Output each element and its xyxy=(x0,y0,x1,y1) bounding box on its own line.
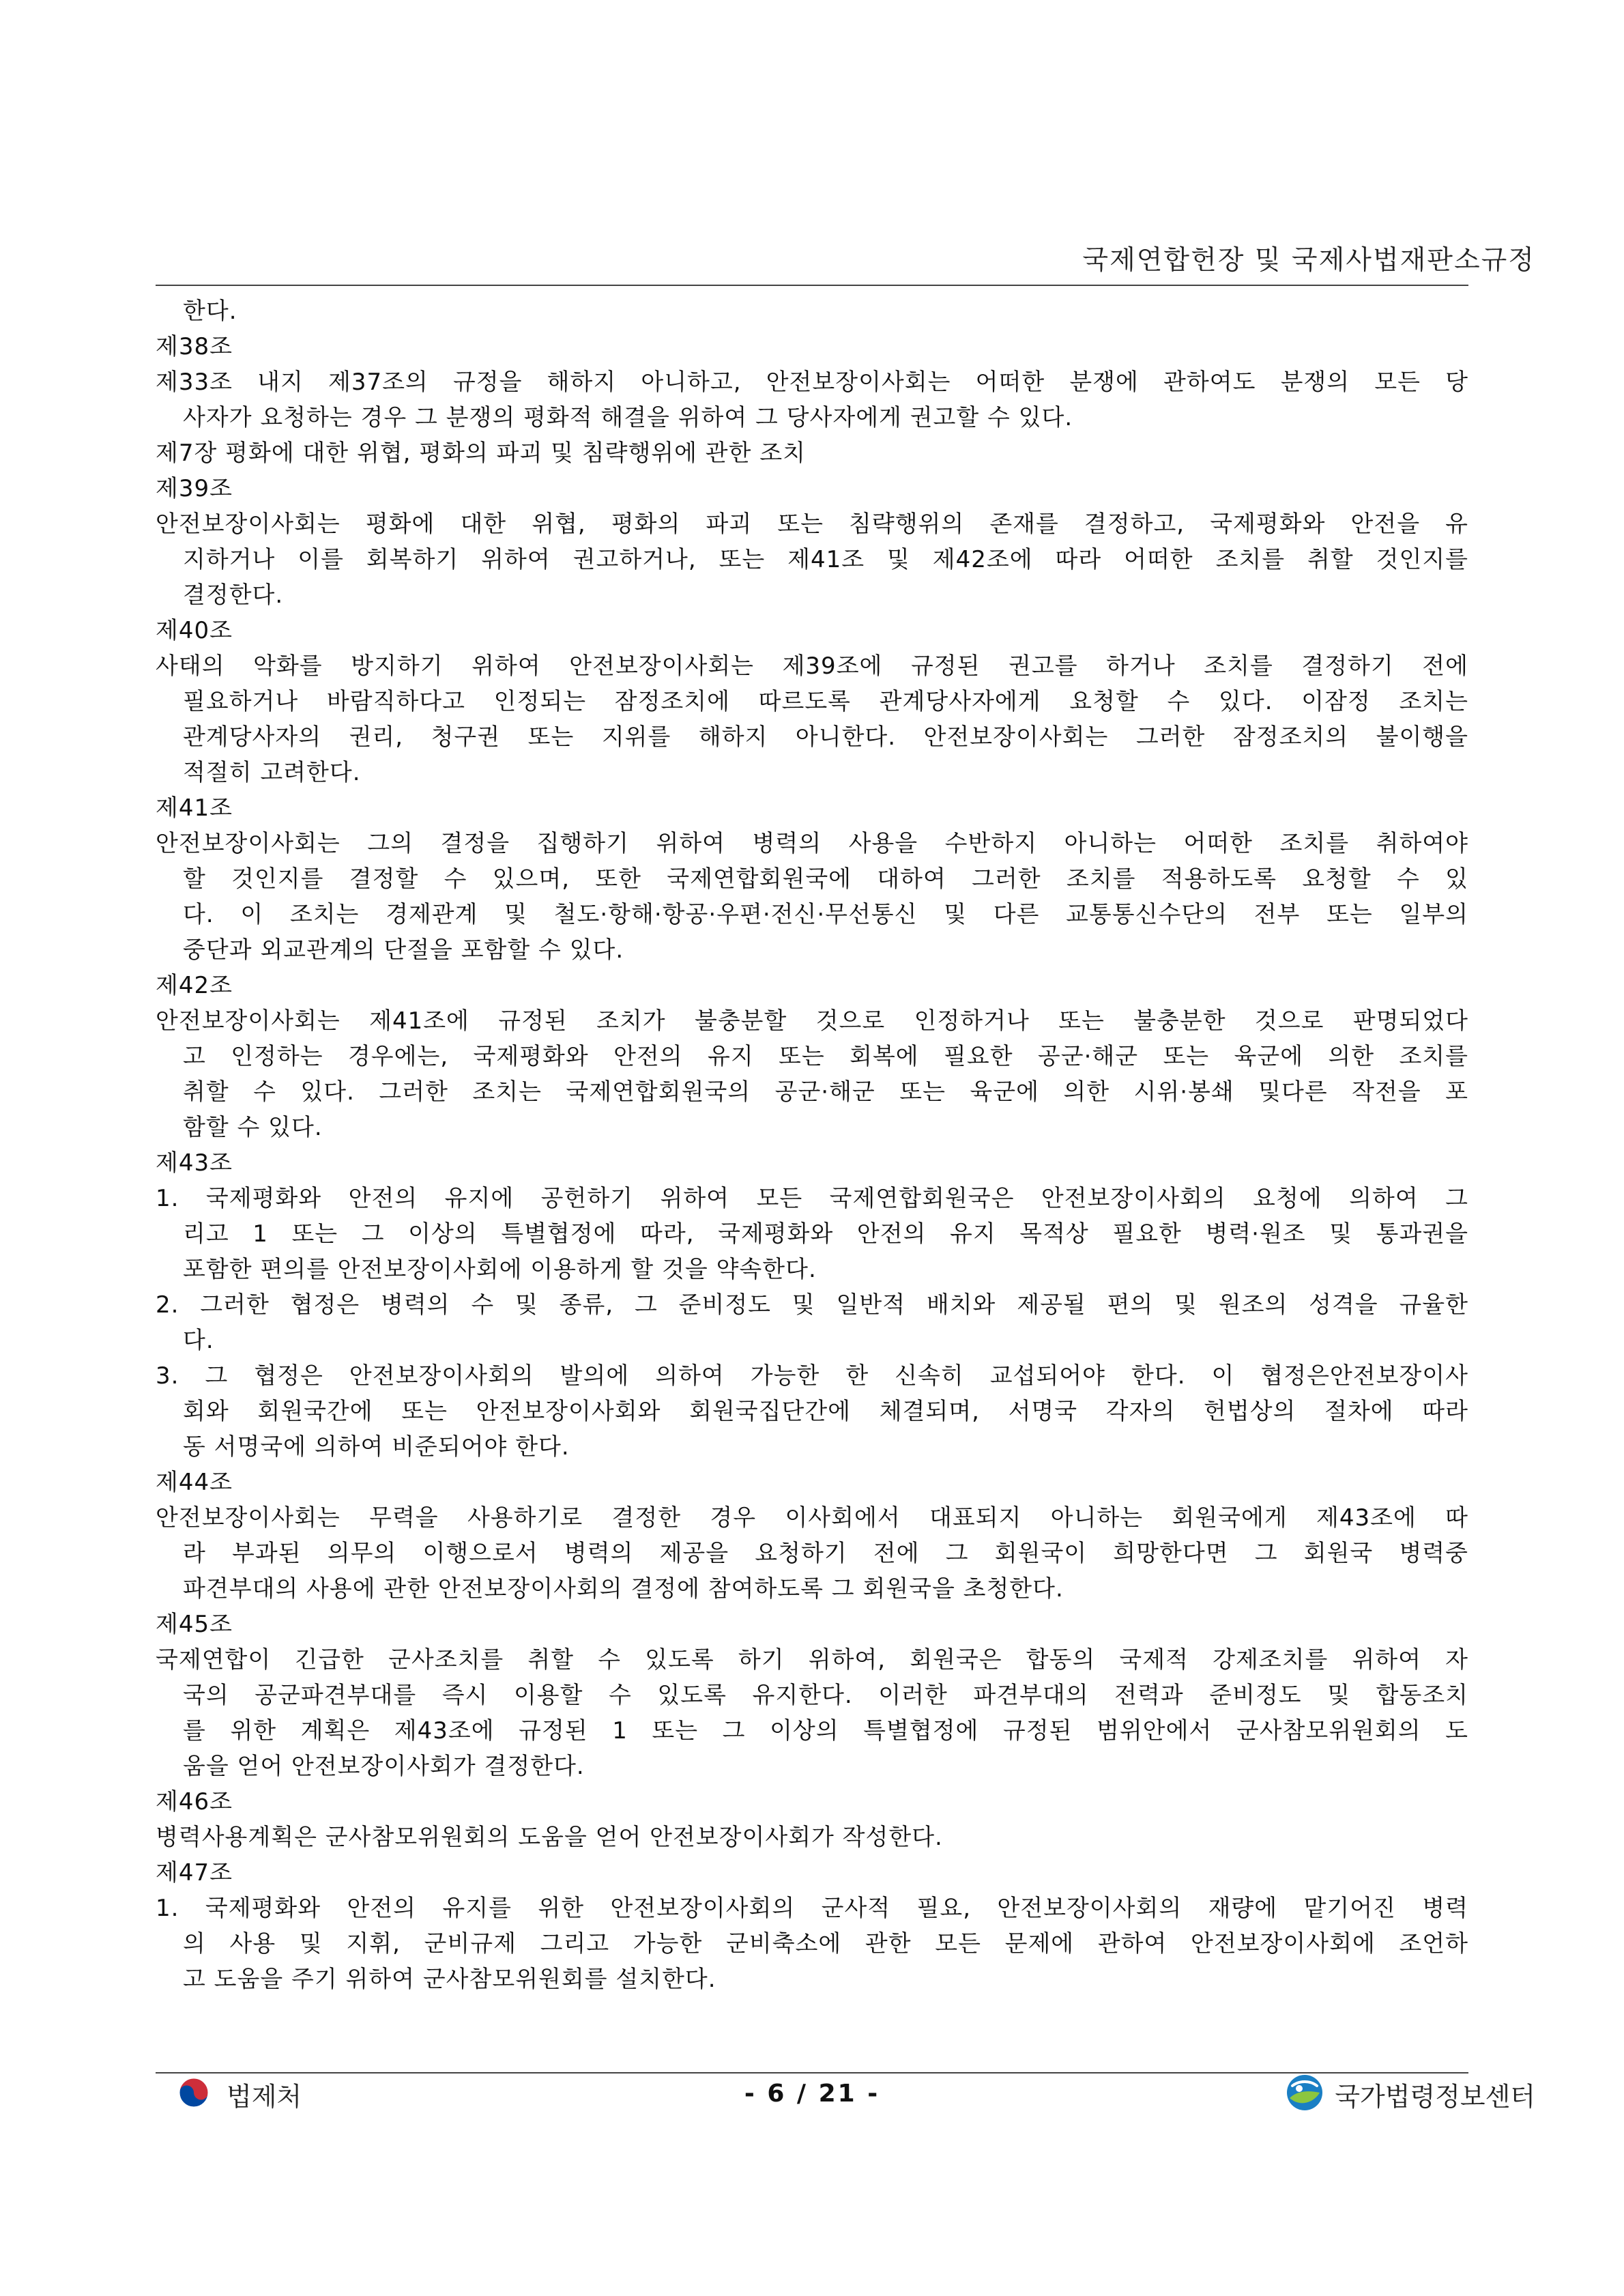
body-line: 다. xyxy=(183,1327,214,1354)
body-line: 1. 국제평화와 안전의 유지를 위한 안전보장이사회의 군사적 필요, 안전보장이사회의 재량에 맡기어진 병력 xyxy=(156,1895,1468,1922)
footer-divider xyxy=(156,2072,1468,2073)
body-line: 취할 수 있다. 그러한 조치는 국제연합회원국의 공군·해군 또는 육군에 의한 시위·봉쇄 및다른 작전을 포 xyxy=(183,1078,1468,1106)
article-heading: 제45조 xyxy=(156,1611,233,1638)
body-line: 필요하거나 바람직하다고 인정되는 잠정조치에 따르도록 관계당사자에게 요청할 수 있다. 이잠정 조치는 xyxy=(183,688,1468,715)
body-line: 사태의 악화를 방지하기 위하여 안전보장이사회는 제39조에 규정된 권고를 하거나 조치를 결정하기 전에 xyxy=(156,652,1468,680)
body-line: 의 사용 및 지휘, 군비규제 그리고 가능한 군비축소에 관한 모든 문제에 관하여 안전보장이사회에 조언하 xyxy=(183,1930,1468,1957)
body-line: 안전보장이사회는 무력을 사용하기로 결정한 경우 이사회에서 대표되지 아니하는 회원국에게 제43조에 따 xyxy=(156,1504,1468,1532)
body-line: 적절히 고려한다. xyxy=(183,759,361,786)
document-title: 국제연합헌장 및 국제사법재판소규정 xyxy=(1082,245,1535,276)
chapter-heading: 제7장 평화에 대한 위협, 평화의 파괴 및 침략행위에 관한 조치 xyxy=(156,440,806,467)
body-line: 사자가 요청하는 경우 그 분쟁의 평화적 해결을 위하여 그 당사자에게 권고할 수 있다. xyxy=(183,404,1073,431)
body-line: 파견부대의 사용에 관한 안전보장이사회의 결정에 참여하도록 그 회원국을 초청한다. xyxy=(183,1575,1064,1603)
article-heading: 제40조 xyxy=(156,617,233,644)
body-line: 병력사용계획은 군사참모위원회의 도움을 얻어 안전보장이사회가 작성한다. xyxy=(156,1824,943,1851)
national-law-info-center-link[interactable] xyxy=(1284,2072,1535,2116)
body-line: 1. 국제평화와 안전의 유지에 공헌하기 위하여 모든 국제연합회원국은 안전보장이사회의 요청에 의하여 그 xyxy=(156,1185,1468,1212)
body-line: 함할 수 있다. xyxy=(183,1114,323,1141)
body-line: 2. 그러한 협정은 병력의 수 및 종류, 그 준비정도 및 일반적 배치와 제공될 편의 및 원조의 성격을 규율한 xyxy=(156,1291,1468,1319)
header-divider xyxy=(156,285,1468,286)
body-line: 한다. xyxy=(183,298,237,325)
body-line: 국의 공군파견부대를 즉시 이용할 수 있도록 유지한다. 이러한 파견부대의 전력과 준비정도 및 합동조치 xyxy=(183,1682,1468,1709)
body-line: 동 서명국에 의하여 비준되어야 한다. xyxy=(183,1433,570,1461)
body-line: 회와 회원국간에 또는 안전보장이사회와 회원국집단간에 체결되며, 서명국 각자의 헌법상의 절차에 따라 xyxy=(183,1398,1468,1425)
center-label: 국가법령정보센터 xyxy=(1335,2081,1535,2112)
ministry-label: 법제처 xyxy=(227,2081,302,2112)
body-line: 국제연합이 긴급한 군사조치를 취할 수 있도록 하기 위하여, 회원국은 합동의 국제적 강제조치를 위하여 자 xyxy=(156,1646,1468,1674)
article-heading: 제46조 xyxy=(156,1788,233,1816)
body-line: 할 것인지를 결정할 수 있으며, 또한 국제연합회원국에 대하여 그러한 조치를 적용하도록 요청할 수 있 xyxy=(183,865,1468,893)
body-line: 포함한 편의를 안전보장이사회에 이용하게 할 것을 약속한다. xyxy=(183,1256,817,1283)
body-line: 고 도움을 주기 위하여 군사참모위원회를 설치한다. xyxy=(183,1966,716,1993)
body-line: 제33조 내지 제37조의 규정을 해하지 아니하고, 안전보장이사회는 어떠한 분쟁에 관하여도 분쟁의 모든 당 xyxy=(156,369,1468,396)
body-line: 다. 이 조치는 경제관계 및 철도·항해·항공·우편·전신·무선통신 및 다른 교통통신수단의 전부 또는 일부의 xyxy=(183,901,1468,928)
body-line: 움을 얻어 안전보장이사회가 결정한다. xyxy=(183,1753,585,1780)
article-heading: 제39조 xyxy=(156,475,233,502)
body-line: 관계당사자의 권리, 청구권 또는 지위를 해하지 아니한다. 안전보장이사회는 그러한 잠정조치의 불이행을 xyxy=(183,723,1468,751)
national-law-info-center-logo-icon xyxy=(1284,2072,1325,2116)
body-line: 리고 1 또는 그 이상의 특별협정에 따라, 국제평화와 안전의 유지 목적상 필요한 병력·원조 및 통과권을 xyxy=(183,1220,1468,1248)
body-line: 결정한다. xyxy=(183,582,284,609)
article-heading: 제41조 xyxy=(156,794,233,822)
body-line: 고 인정하는 경우에는, 국제평화와 안전의 유지 또는 회복에 필요한 공군·해군 또는 육군에 의한 조치를 xyxy=(183,1043,1468,1070)
article-heading: 제42조 xyxy=(156,972,233,999)
body-line: 라 부과된 의무의 이행으로서 병력의 제공을 요청하기 전에 그 회원국이 희망한다면 그 회원국 병력중 xyxy=(183,1540,1468,1567)
body-line: 안전보장이사회는 그의 결정을 집행하기 위하여 병력의 사용을 수반하지 아니하는 어떠한 조치를 취하여야 xyxy=(156,830,1468,857)
article-heading: 제44조 xyxy=(156,1469,233,1496)
body-line: 안전보장이사회는 평화에 대한 위협, 평화의 파괴 또는 침략행위의 존재를 결정하고, 국제평화와 안전을 유 xyxy=(156,511,1468,538)
article-heading: 제47조 xyxy=(156,1859,233,1886)
article-heading: 제43조 xyxy=(156,1149,233,1177)
body-line: 를 위한 계획은 제43조에 규정된 1 또는 그 이상의 특별협정에 규정된 범위안에서 군사참모위원회의 도 xyxy=(183,1717,1468,1745)
body-line: 지하거나 이를 회복하기 위하여 권고하거나, 또는 제41조 및 제42조에 따라 어떠한 조치를 취할 것인지를 xyxy=(183,546,1468,573)
body-line: 안전보장이사회는 제41조에 규정된 조치가 불충분할 것으로 인정하거나 또는 불충분한 것으로 판명되었다 xyxy=(156,1007,1468,1035)
article-heading: 제38조 xyxy=(156,333,233,360)
body-line: 중단과 외교관계의 단절을 포함할 수 있다. xyxy=(183,936,624,964)
page-number: - 6 / 21 - xyxy=(744,2080,880,2108)
document-body xyxy=(156,293,1468,1997)
body-line: 3. 그 협정은 안전보장이사회의 발의에 의하여 가능한 한 신속히 교섭되어야 한다. 이 협정은안전보장이사 xyxy=(156,1362,1468,1390)
